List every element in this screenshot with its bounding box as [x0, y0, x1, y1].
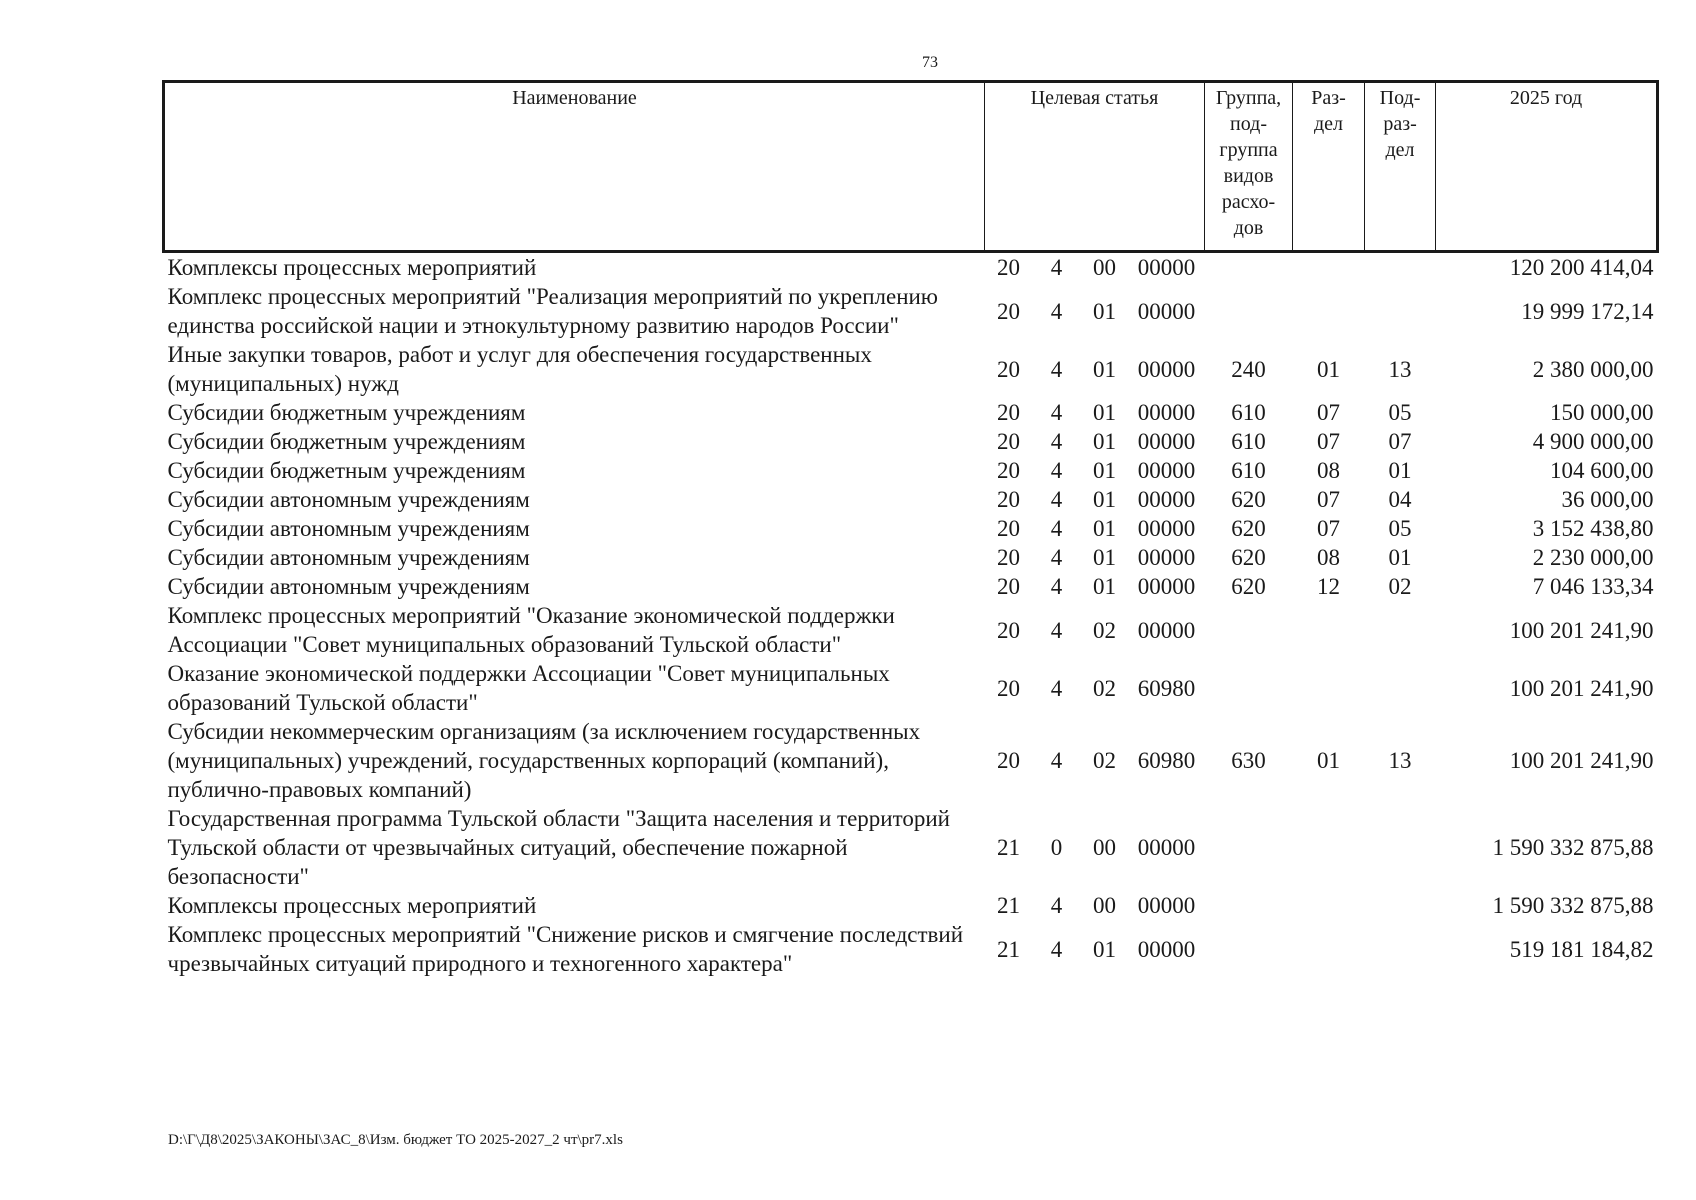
row-name: Субсидии бюджетным учреждениям — [167, 458, 526, 483]
row-target-direction: 00000 — [1137, 458, 1196, 483]
row-section — [1293, 804, 1365, 891]
row-target-direction: 00000 — [1137, 835, 1196, 860]
row-subsection: 13 — [1388, 356, 1412, 382]
row-target-complex: 01 — [1093, 516, 1116, 541]
row-section: 01 — [1317, 748, 1341, 773]
row-subsection — [1365, 891, 1436, 920]
row-target-complex: 01 — [1093, 458, 1116, 483]
row-amount: 7 046 133,34 — [1532, 574, 1654, 599]
row-section: 01 — [1317, 356, 1341, 382]
header-subsection: Под- раз- дел — [1365, 82, 1436, 252]
row-target-direction: 00000 — [1137, 487, 1196, 512]
row-target-type: 4 — [1050, 748, 1063, 773]
row-target-type: 4 — [1050, 545, 1063, 570]
row-name: Субсидии автономным учреждениям — [167, 574, 530, 599]
table-row — [164, 920, 1658, 978]
row-name: Субсидии некоммерческим организациям (за исключением государственных (муниципальных) учреждений, государственных корпораций (компаний), публично-правовых компаний) — [167, 719, 921, 802]
table-row — [164, 572, 1658, 601]
row-target-type: 4 — [1050, 516, 1063, 541]
table-row — [164, 456, 1658, 485]
budget-table — [162, 80, 1659, 978]
row-amount: 100 201 241,90 — [1509, 617, 1654, 643]
row-target-program: 20 — [997, 400, 1020, 425]
row-amount: 3 152 438,80 — [1532, 516, 1654, 541]
row-name: Комплекс процессных мероприятий "Снижение рисков и смягчение последствий чрезвычайных ситуаций природного и техногенного характера" — [167, 922, 964, 976]
row-target-program: 20 — [997, 574, 1020, 599]
row-expense-group — [1205, 920, 1293, 978]
row-subsection — [1365, 920, 1436, 978]
row-target-program: 20 — [997, 298, 1020, 324]
row-section — [1293, 891, 1365, 920]
table-row — [164, 340, 1658, 398]
row-target-complex: 00 — [1093, 835, 1116, 860]
row-expense-group: 620 — [1231, 574, 1266, 599]
row-expense-group: 620 — [1231, 487, 1266, 512]
row-target-type: 4 — [1050, 458, 1063, 483]
row-target-program: 21 — [997, 835, 1020, 860]
row-target-direction: 00000 — [1137, 617, 1196, 643]
row-target-direction: 00000 — [1137, 545, 1196, 570]
row-amount: 519 181 184,82 — [1509, 936, 1654, 962]
row-target-type: 0 — [1050, 835, 1063, 860]
row-expense-group — [1205, 804, 1293, 891]
row-target-program: 21 — [997, 893, 1020, 918]
row-name: Комплексы процессных мероприятий — [167, 893, 537, 918]
page-number: 73 — [922, 54, 938, 71]
row-target-direction: 00000 — [1137, 574, 1196, 599]
row-name: Субсидии автономным учреждениям — [167, 516, 530, 541]
row-name: Государственная программа Тульской области "Защита населения и территорий Тульской области от чрезвычайных ситуаций, обеспечение пожарной безопасности" — [167, 806, 950, 889]
row-amount: 150 000,00 — [1550, 400, 1654, 425]
table-body — [164, 252, 1658, 979]
row-target-type: 4 — [1050, 574, 1063, 599]
row-target-type: 4 — [1050, 675, 1063, 701]
table-row — [164, 601, 1658, 659]
row-target-type: 4 — [1050, 298, 1063, 324]
row-section — [1293, 601, 1365, 659]
row-subsection: 05 — [1388, 400, 1412, 425]
row-target-complex: 00 — [1093, 255, 1116, 280]
row-amount: 100 201 241,90 — [1509, 748, 1654, 773]
table-row — [164, 514, 1658, 543]
row-section: 07 — [1317, 429, 1341, 454]
row-target-direction: 00000 — [1137, 429, 1196, 454]
row-expense-group: 610 — [1231, 400, 1266, 425]
header-section: Раз- дел — [1293, 82, 1365, 252]
row-target-type: 4 — [1050, 617, 1063, 643]
row-section — [1293, 282, 1365, 340]
row-target-direction: 00000 — [1137, 893, 1196, 918]
table-row — [164, 659, 1658, 717]
row-section — [1293, 920, 1365, 978]
table-row — [164, 543, 1658, 572]
row-expense-group: 620 — [1231, 516, 1266, 541]
row-amount: 19 999 172,14 — [1521, 298, 1654, 324]
row-expense-group — [1205, 891, 1293, 920]
row-target-program: 20 — [997, 617, 1020, 643]
row-amount: 4 900 000,00 — [1532, 429, 1654, 454]
row-section — [1293, 252, 1365, 283]
row-target-complex: 01 — [1093, 429, 1116, 454]
row-amount: 100 201 241,90 — [1509, 675, 1654, 701]
row-expense-group — [1205, 659, 1293, 717]
row-subsection: 02 — [1388, 574, 1412, 599]
row-target-complex: 01 — [1093, 356, 1116, 382]
row-target-direction: 00000 — [1137, 356, 1196, 382]
row-amount: 1 590 332 875,88 — [1492, 893, 1654, 918]
row-target-type: 4 — [1050, 429, 1063, 454]
header-expense-group: Группа, под- группа видов расхо- дов — [1205, 82, 1293, 252]
row-target-program: 20 — [997, 516, 1020, 541]
file-path-footer: D:\Г\Д8\2025\ЗАКОНЫ\ЗАС_8\Изм. бюджет ТО 2025-2027_2 чт\pr7.xls — [168, 1132, 623, 1148]
row-target-type: 4 — [1050, 487, 1063, 512]
header-name: Наименование — [164, 82, 985, 252]
row-section: 07 — [1317, 487, 1341, 512]
row-name: Субсидии бюджетным учреждениям — [167, 400, 526, 425]
row-name: Субсидии автономным учреждениям — [167, 545, 530, 570]
row-target-direction: 60980 — [1137, 675, 1196, 701]
row-target-program: 20 — [997, 356, 1020, 382]
row-target-program: 20 — [997, 255, 1020, 280]
row-target-direction: 00000 — [1137, 255, 1196, 280]
row-target-complex: 01 — [1093, 574, 1116, 599]
row-expense-group: 240 — [1231, 356, 1266, 382]
row-target-type: 4 — [1050, 893, 1063, 918]
row-target-program: 20 — [997, 545, 1020, 570]
table-row — [164, 282, 1658, 340]
row-section: 12 — [1317, 574, 1341, 599]
row-target-direction: 00000 — [1137, 400, 1196, 425]
row-target-direction: 00000 — [1137, 936, 1196, 962]
row-target-direction: 00000 — [1137, 516, 1196, 541]
row-target-program: 20 — [997, 458, 1020, 483]
row-subsection — [1365, 282, 1436, 340]
row-target-program: 20 — [997, 487, 1020, 512]
row-target-complex: 02 — [1093, 748, 1116, 773]
table-header — [164, 82, 1658, 252]
table-row — [164, 804, 1658, 891]
row-target-direction: 60980 — [1137, 748, 1196, 773]
row-target-complex: 02 — [1093, 675, 1116, 701]
row-target-program: 20 — [997, 429, 1020, 454]
row-subsection: 13 — [1388, 748, 1412, 773]
row-name: Субсидии автономным учреждениям — [167, 487, 530, 512]
table-row — [164, 252, 1658, 283]
row-target-direction: 00000 — [1137, 298, 1196, 324]
row-target-type: 4 — [1050, 400, 1063, 425]
row-name: Комплекс процессных мероприятий "Оказание экономической поддержки Ассоциации "Совет муниципальных образований Тульской области" — [167, 603, 895, 657]
row-name: Комплексы процессных мероприятий — [167, 255, 537, 280]
table-row — [164, 891, 1658, 920]
row-name: Комплекс процессных мероприятий "Реализация мероприятий по укреплению единства российской нации и этнокультурному развитию народов России" — [167, 284, 938, 338]
header-target-article: Целевая статья — [985, 82, 1205, 252]
row-target-complex: 01 — [1093, 936, 1116, 962]
row-target-program: 21 — [997, 936, 1020, 962]
row-target-complex: 01 — [1093, 298, 1116, 324]
row-section: 08 — [1317, 458, 1341, 483]
header-year: 2025 год — [1436, 82, 1658, 252]
row-amount: 2 380 000,00 — [1532, 356, 1654, 382]
row-target-complex: 00 — [1093, 893, 1116, 918]
row-subsection — [1365, 804, 1436, 891]
row-section: 07 — [1317, 516, 1341, 541]
table-row — [164, 427, 1658, 456]
row-subsection: 05 — [1388, 516, 1412, 541]
row-section: 08 — [1317, 545, 1341, 570]
row-subsection: 07 — [1388, 429, 1412, 454]
row-subsection: 04 — [1388, 487, 1412, 512]
row-name: Оказание экономической поддержки Ассоциации "Совет муниципальных образований Тульской области" — [167, 661, 890, 715]
row-subsection: 01 — [1388, 458, 1412, 483]
row-target-type: 4 — [1050, 356, 1063, 382]
row-amount: 36 000,00 — [1561, 487, 1654, 512]
row-amount: 104 600,00 — [1550, 458, 1654, 483]
row-name: Субсидии бюджетным учреждениям — [167, 429, 526, 454]
row-expense-group — [1205, 252, 1293, 283]
row-target-program: 20 — [997, 748, 1020, 773]
row-target-complex: 01 — [1093, 545, 1116, 570]
row-section — [1293, 659, 1365, 717]
row-amount: 2 230 000,00 — [1532, 545, 1654, 570]
row-amount: 1 590 332 875,88 — [1492, 835, 1654, 860]
row-subsection — [1365, 601, 1436, 659]
row-expense-group: 630 — [1231, 748, 1266, 773]
row-target-type: 4 — [1050, 936, 1063, 962]
row-amount: 120 200 414,04 — [1509, 255, 1654, 280]
row-expense-group — [1205, 282, 1293, 340]
row-expense-group — [1205, 601, 1293, 659]
row-expense-group: 610 — [1231, 458, 1266, 483]
row-target-complex: 01 — [1093, 487, 1116, 512]
table-row — [164, 717, 1658, 804]
row-subsection: 01 — [1388, 545, 1412, 570]
table-row — [164, 398, 1658, 427]
row-subsection — [1365, 659, 1436, 717]
row-name: Иные закупки товаров, работ и услуг для обеспечения государственных (муниципальных) нужд — [167, 342, 872, 396]
row-expense-group: 610 — [1231, 429, 1266, 454]
row-target-complex: 01 — [1093, 400, 1116, 425]
row-target-type: 4 — [1050, 255, 1063, 280]
row-target-program: 20 — [997, 675, 1020, 701]
row-subsection — [1365, 252, 1436, 283]
table-row — [164, 485, 1658, 514]
row-expense-group: 620 — [1231, 545, 1266, 570]
row-target-complex: 02 — [1093, 617, 1116, 643]
row-section: 07 — [1317, 400, 1341, 425]
